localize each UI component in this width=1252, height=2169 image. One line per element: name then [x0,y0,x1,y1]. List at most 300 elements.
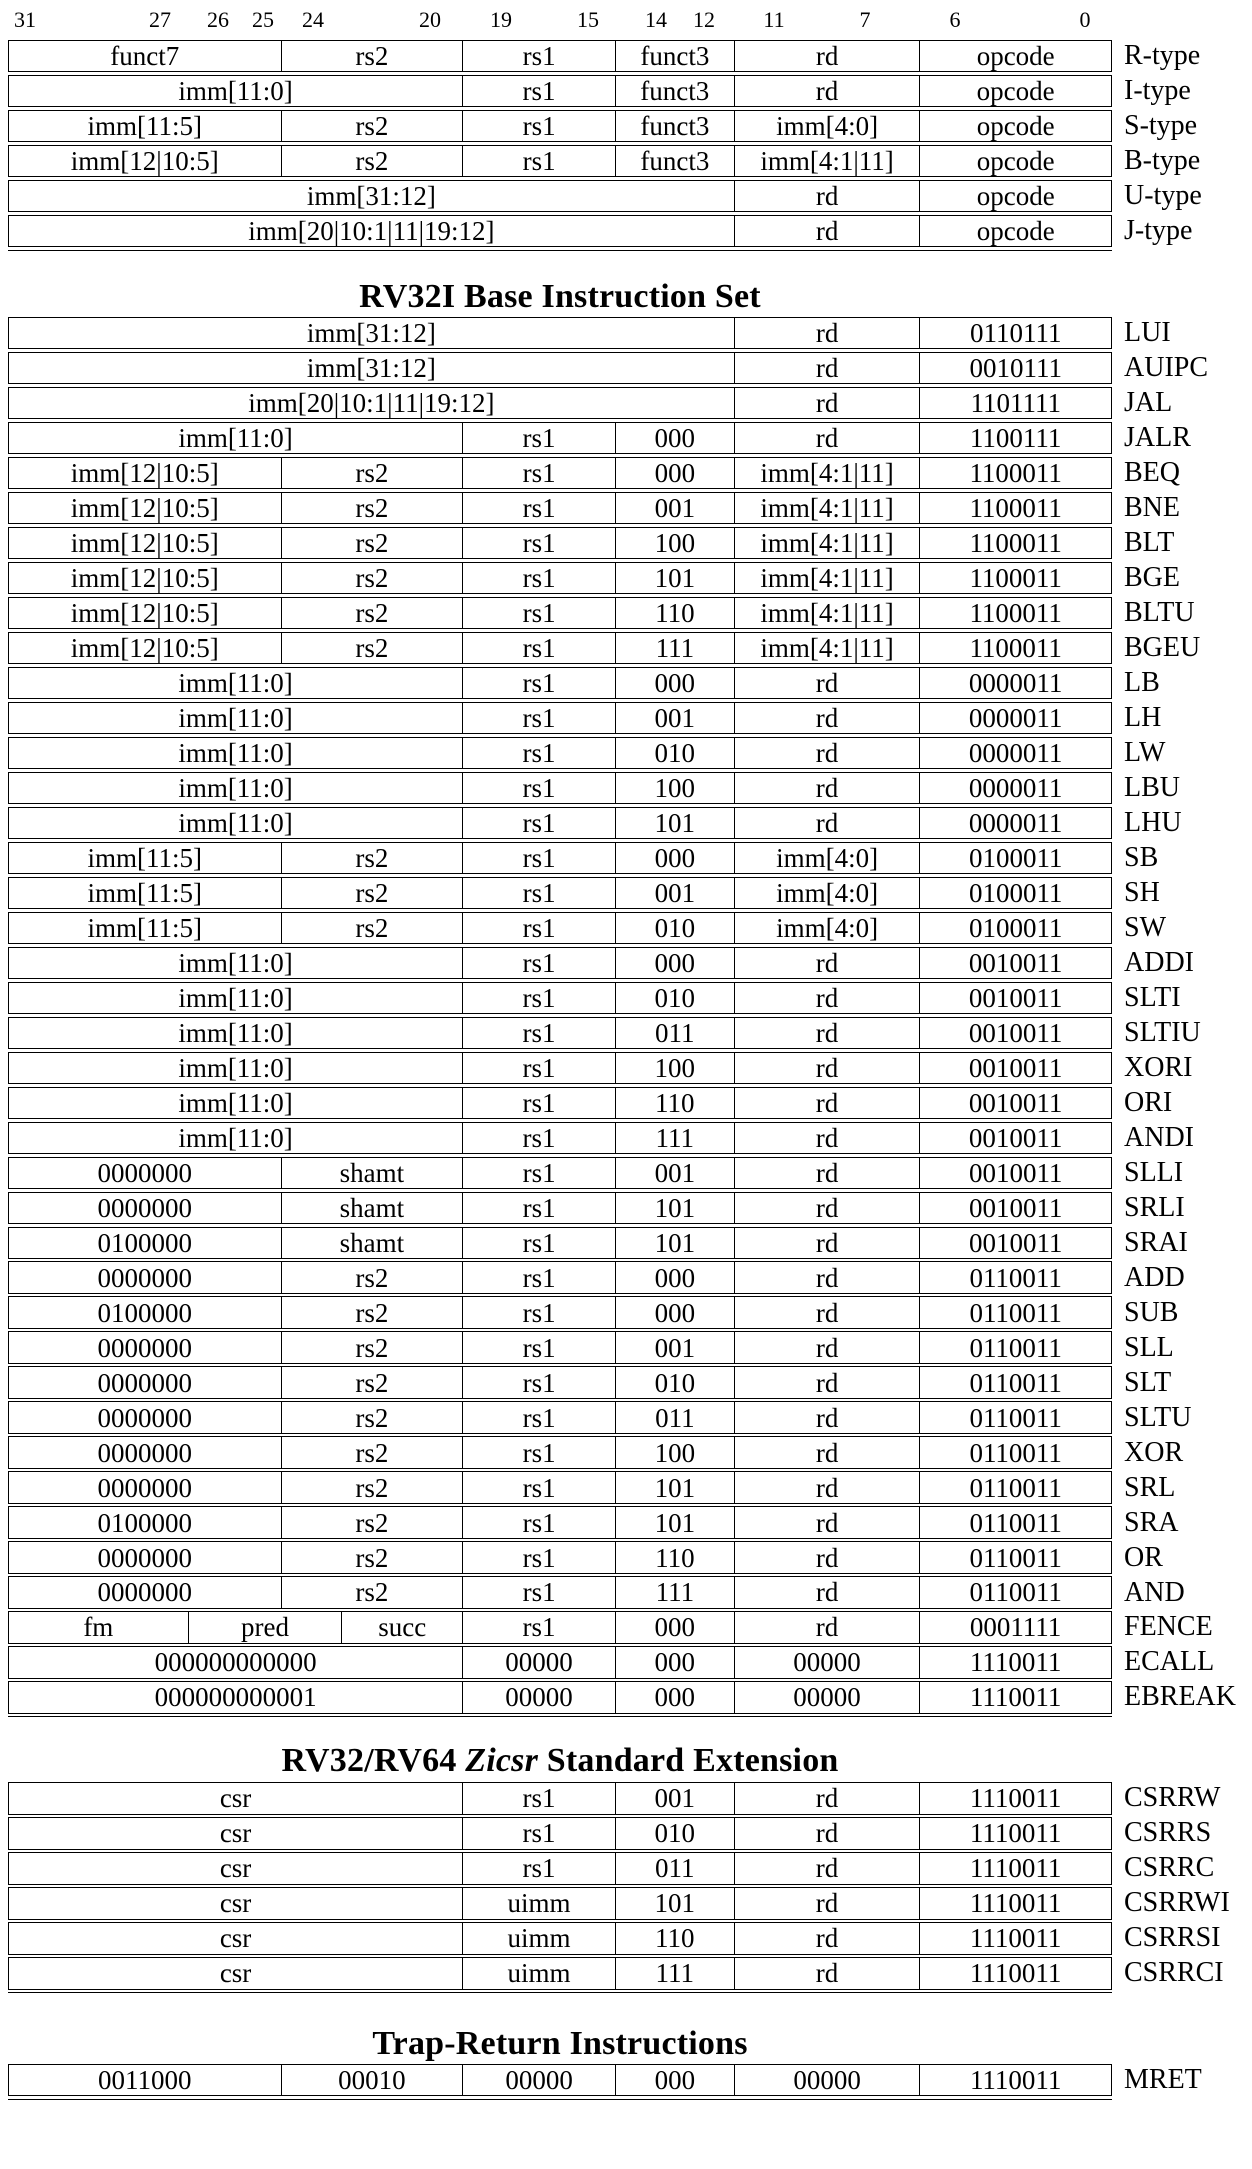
field-cell-rd: rd [735,181,921,211]
field-cell-f3: 000 [616,843,735,873]
field-cell-f7: imm[12|10:5] [9,598,282,628]
field-cell-rd: 00000 [735,2065,921,2095]
field-cell-op: 0000011 [968,807,1063,838]
row-label: SLTU [1124,1401,1192,1433]
field-cell-f7: imm[12|10:5] [9,528,282,558]
bit-label-12: 12 [693,7,715,32]
field-cell-rd: rd [735,1958,921,1988]
row-label: ADDI [1124,946,1194,978]
row-label: BGE [1124,561,1180,593]
field-cell-f3: 011 [616,1018,735,1048]
field-cell-i12: csr [9,1818,463,1848]
field-cell-op: 1110011 [969,1853,1062,1884]
field-cell-i20: imm[31:12] [9,353,735,383]
instruction-row-lbu [8,771,1180,804]
row-label: ADD [1124,1261,1185,1293]
field-cell-f3: 110 [616,1542,735,1572]
field-cell-f7: imm[11:5] [9,111,282,141]
instruction-row-beq [8,457,1180,489]
field-cell-rs1: rs1 [463,41,616,71]
zicsr-table [8,1782,1230,1993]
field-cell-rs1: rs1 [463,703,616,733]
row-label: SRA [1124,1506,1179,1538]
field-cell-op: 0010011 [968,1192,1063,1223]
instruction-row-sh [8,876,1160,909]
field-cell-rs2: rs2 [282,528,464,558]
field-cell-rs1: rs1 [463,146,616,176]
field-cell-rs1: rs1 [463,1507,616,1537]
field-cell-f7: 0100000 [9,1507,282,1537]
field-cell-rs2: rs2 [282,598,464,628]
field-cell-op: opcode [976,181,1055,212]
row-label: BGEU [1124,631,1201,663]
field-cell-f7: 0000000 [9,1472,282,1502]
instruction-row-slt [8,1366,1172,1398]
title-text: RV32I Base Instruction Set [359,277,761,315]
field-cell-i12: 000000000000 [9,1647,463,1677]
rv32i-table-title [8,277,1112,317]
field-cell-rd: rd [735,948,921,978]
field-cell-f7: 0000000 [9,1577,282,1607]
instruction-row-csrrsi [8,1922,1221,1954]
field-cell-op: 0110011 [969,1472,1062,1503]
field-cell-op: 1110011 [969,1783,1062,1814]
instruction-row-u-type [8,180,1202,212]
field-cell-op: 0010011 [968,1157,1063,1188]
row-label: SRL [1124,1471,1176,1503]
field-cell-op: 0000011 [968,667,1063,698]
instruction-row-csrrw [8,1782,1221,1814]
field-cell-f3: funct3 [616,76,735,106]
instruction-row-auipc [8,352,1209,384]
field-cell-i20: imm[31:12] [9,318,735,348]
field-cell-f7: 0000000 [9,1437,282,1467]
field-cell-rs1: rs1 [463,738,616,768]
field-cell-rd: rd [735,983,921,1013]
field-cell-op: 1101111 [970,388,1061,419]
row-label: SLL [1124,1331,1174,1363]
row-label: I-type [1124,75,1191,107]
field-cell-f3: 100 [616,773,735,803]
instruction-row-slli [8,1156,1184,1189]
field-cell-f7: 0000000 [9,1193,282,1223]
field-cell-rd: rd [735,1297,921,1327]
field-cell-f3: 001 [616,878,735,908]
field-cell-rs2: rs2 [282,458,464,488]
field-cell-i12: csr [9,1783,463,1813]
field-cell-rd: rd [735,1612,921,1642]
trap-table [8,2064,1202,2100]
instruction-row-csrrwi [8,1887,1230,1919]
field-cell-rd: 00000 [735,1647,921,1677]
field-cell-rd: rd [735,388,921,418]
field-cell-f3: 010 [616,738,735,768]
field-cell-rd: imm[4:1|11] [735,493,921,523]
row-label: LW [1124,736,1166,768]
field-cell-rs1: rs1 [463,458,616,488]
field-cell-rs1: rs1 [463,528,616,558]
field-cell-op: 0100011 [968,912,1063,943]
row-label: JAL [1124,387,1173,419]
field-cell-f3: 101 [616,808,735,838]
field-cell-f3: 000 [616,1647,735,1677]
field-cell-rs2: rs2 [282,111,464,141]
row-label: SUB [1124,1296,1179,1328]
field-cell-f3: 011 [616,1402,735,1432]
field-cell-rd: imm[4:1|11] [735,633,921,663]
field-cell-f3: 011 [616,1853,735,1883]
field-cell-f3: 000 [616,2065,735,2095]
instruction-row-fence [8,1611,1213,1643]
field-cell-f7: 0000000 [9,1402,282,1432]
field-cell-rd: rd [735,1262,921,1292]
field-cell-rs1: rs1 [463,1053,616,1083]
field-cell-f3: 001 [616,703,735,733]
row-label: U-type [1124,180,1202,212]
instruction-row-jalr [8,422,1191,454]
field-cell-f3: 000 [616,668,735,698]
row-label: SLLI [1124,1156,1184,1188]
row-label: S-type [1124,110,1198,142]
row-label: FENCE [1124,1611,1213,1643]
field-cell-op: 0010011 [968,1017,1063,1048]
field-cell-fm: fm [9,1612,189,1642]
instruction-row-b-type [8,145,1201,177]
instruction-row-bltu [8,596,1195,629]
row-label: BNE [1124,491,1180,523]
field-cell-i12: imm[11:0] [9,1018,463,1048]
field-cell-rs2: rs2 [282,1437,464,1467]
field-cell-i12: imm[11:0] [9,1123,463,1153]
instruction-row-xor [8,1436,1184,1468]
field-cell-f3: 111 [616,1577,735,1607]
instruction-row-lb [8,666,1160,699]
field-cell-rd: rd [735,353,921,383]
field-cell-i12: imm[11:0] [9,773,463,803]
field-cell-f3: 100 [616,1053,735,1083]
field-cell-rd: imm[4:1|11] [735,598,921,628]
field-cell-i12: imm[11:0] [9,1088,463,1118]
field-cell-op: opcode [976,216,1055,247]
field-cell-rs1: 00000 [463,1647,616,1677]
field-cell-op: 0110011 [969,1297,1062,1328]
field-cell-op: 0110011 [969,1542,1062,1573]
format-table [8,40,1202,251]
row-label: OR [1124,1541,1163,1573]
field-cell-rd: rd [735,41,921,71]
field-cell-rd: rd [735,1507,921,1537]
field-cell-rs1: rs1 [463,563,616,593]
field-cell-rd: imm[4:1|11] [735,146,921,176]
field-cell-rd: rd [735,738,921,768]
field-cell-rd: imm[4:1|11] [735,528,921,558]
field-cell-f3: 111 [616,633,735,663]
field-cell-rs1: rs1 [463,76,616,106]
bit-label-15: 15 [577,7,599,32]
field-cell-f7: 0000000 [9,1158,282,1188]
title-text: Standard Extension [538,1742,839,1780]
field-cell-rs1: rs1 [463,633,616,663]
field-cell-op: 0110011 [969,1332,1062,1363]
field-cell-op: 1110011 [969,1923,1062,1954]
field-cell-rd: rd [735,1158,921,1188]
field-cell-rs1: rs1 [463,668,616,698]
field-cell-f3: 010 [616,1818,735,1848]
field-cell-rd: rd [735,1088,921,1118]
field-cell-rs1: rs1 [463,1577,616,1607]
instruction-row-jal [8,387,1173,419]
field-cell-op: 0110011 [969,1262,1062,1293]
field-cell-rs1: rs1 [463,1297,616,1327]
row-label: ORI [1124,1086,1173,1118]
bit-label-26: 26 [207,7,229,32]
trap-table-title [8,2024,1112,2064]
field-cell-rd: imm[4:0] [735,913,921,943]
field-cell-rs1: rs1 [463,1158,616,1188]
field-cell-rd: rd [735,1437,921,1467]
field-cell-f7: 0000000 [9,1332,282,1362]
instruction-row-r-type [8,40,1201,72]
field-cell-rd: rd [735,1193,921,1223]
instruction-row-csrrci [8,1957,1224,1989]
instruction-row-srai [8,1226,1188,1259]
row-label: BEQ [1124,457,1180,488]
field-cell-rs1: rs1 [463,808,616,838]
bit-label-20: 20 [419,7,441,32]
field-cell-i20: imm[20|10:1|11|19:12] [9,216,735,246]
field-cell-op: 0110011 [969,1437,1062,1468]
field-cell-rd: rd [735,1853,921,1883]
field-cell-rs1: rs1 [463,843,616,873]
bit-label-7: 7 [859,7,871,32]
field-cell-f7: 0011000 [9,2065,282,2095]
field-cell-rs1: 00000 [463,1682,616,1712]
field-cell-op: 0100011 [968,877,1063,908]
field-cell-rd: rd [735,668,921,698]
field-cell-rs2: rs2 [282,878,464,908]
instruction-row-slti [8,981,1181,1014]
row-label: CSRRC [1124,1852,1215,1884]
field-cell-f3: 000 [616,1297,735,1327]
field-cell-rd: rd [735,1228,921,1258]
field-cell-i12: imm[11:0] [9,423,463,453]
bit-label-31: 31 [14,7,36,32]
field-cell-op: 1100011 [969,562,1062,593]
field-cell-rs2: rs2 [282,1402,464,1432]
field-cell-f7: imm[12|10:5] [9,563,282,593]
title-text: RV32/RV64 [281,1742,466,1780]
field-cell-f7: 0000000 [9,1367,282,1397]
field-cell-rs1: 00000 [463,2065,616,2095]
field-cell-f7: 0100000 [9,1228,282,1258]
field-cell-i12: csr [9,1923,463,1953]
field-cell-i20: imm[20|10:1|11|19:12] [9,388,735,418]
instruction-row-lh [8,701,1162,734]
field-cell-rd: rd [735,76,921,106]
field-cell-op: 1110011 [969,1958,1062,1989]
field-cell-rs1: rs1 [463,1262,616,1292]
row-label: LHU [1124,806,1182,838]
field-cell-rd: imm[4:1|11] [735,458,921,488]
field-cell-f3: 100 [616,528,735,558]
field-cell-op: opcode [976,111,1055,142]
field-cell-rs1: rs1 [463,773,616,803]
row-label: J-type [1124,215,1193,247]
field-cell-rs2: rs2 [282,563,464,593]
field-cell-op: 0110011 [969,1402,1062,1433]
instruction-row-addi [8,946,1194,979]
field-cell-rs2: rs2 [282,913,464,943]
field-cell-i12: 000000000001 [9,1682,463,1712]
field-cell-rs1: uimm [463,1958,616,1988]
field-cell-rd: rd [735,1018,921,1048]
field-cell-f3: funct3 [616,146,735,176]
instruction-row-sltiu [8,1016,1201,1049]
field-cell-rs1: rs1 [463,1018,616,1048]
field-cell-rs1: rs1 [463,1193,616,1223]
field-cell-rs1: rs1 [463,878,616,908]
row-label: CSRRW [1124,1782,1221,1814]
field-cell-rd: rd [735,1577,921,1607]
row-label: XORI [1124,1051,1193,1083]
field-cell-f7: 0100000 [9,1297,282,1327]
field-cell-rd: imm[4:1|11] [735,563,921,593]
field-cell-op: 1110011 [969,1818,1062,1849]
field-cell-f7: funct7 [9,41,282,71]
field-cell-f3: 010 [616,1367,735,1397]
field-cell-op: 1100011 [969,597,1062,628]
field-cell-f3: funct3 [616,41,735,71]
row-label: XOR [1124,1436,1184,1468]
field-cell-rd: rd [735,1367,921,1397]
field-cell-f3: 001 [616,1783,735,1813]
instruction-row-sltu [8,1401,1192,1433]
field-cell-f7: imm[11:5] [9,843,282,873]
field-cell-rs2: rs2 [282,146,464,176]
content [8,0,1236,2100]
field-cell-rd: rd [735,703,921,733]
field-cell-rs1: rs1 [463,983,616,1013]
field-cell-pred: pred [189,1612,343,1642]
rv32i-table [8,317,1236,1717]
row-label: SRAI [1124,1226,1188,1258]
bit-label-0: 0 [1079,7,1091,32]
row-label: CSRRS [1124,1817,1212,1849]
field-cell-rs1: rs1 [463,1228,616,1258]
field-cell-rs2: rs2 [282,843,464,873]
field-cell-f3: funct3 [616,111,735,141]
instruction-row-srl [8,1471,1176,1503]
field-cell-i12: imm[11:0] [9,703,463,733]
bit-label-6: 6 [949,7,961,32]
field-cell-f3: 000 [616,1682,735,1712]
field-cell-rs1: rs1 [463,948,616,978]
field-cell-f3: 101 [616,1507,735,1537]
field-cell-rs1: rs1 [463,1612,616,1642]
field-cell-f7: 0000000 [9,1542,282,1572]
instruction-row-andi [8,1121,1194,1154]
instruction-row-sw [8,911,1166,944]
field-cell-op: 0110111 [969,318,1062,349]
instruction-row-bge [8,561,1180,594]
row-label: AND [1124,1576,1185,1608]
field-cell-rs1: uimm [463,1888,616,1918]
field-cell-rd: rd [735,318,921,348]
field-cell-f3: 001 [616,493,735,523]
field-cell-i12: imm[11:0] [9,808,463,838]
field-cell-op: 1110011 [969,1647,1062,1678]
field-cell-rs1: rs1 [463,1542,616,1572]
field-cell-i12: csr [9,1888,463,1918]
bit-label-11: 11 [763,7,785,32]
row-label: SLT [1124,1366,1172,1398]
instruction-row-ori [8,1086,1173,1119]
field-cell-op: 0010011 [968,1087,1063,1118]
row-label: SB [1124,841,1159,873]
field-cell-rs1: rs1 [463,1472,616,1502]
field-cell-i12: imm[11:0] [9,983,463,1013]
field-cell-op: 0010011 [968,947,1063,978]
instruction-row-blt [8,526,1175,559]
row-label: SLTI [1124,981,1181,1013]
field-cell-op: 0110011 [969,1577,1062,1608]
instruction-row-ecall [8,1646,1215,1678]
instruction-row-sra [8,1506,1179,1538]
field-cell-f3: 101 [616,1193,735,1223]
row-label: SW [1124,911,1166,943]
field-cell-rs2: rs2 [282,1507,464,1537]
field-cell-f3: 110 [616,598,735,628]
bit-label-24: 24 [302,7,324,32]
instruction-row-and [8,1576,1185,1608]
field-cell-rs2: shamt [282,1228,464,1258]
field-cell-f3: 000 [616,423,735,453]
field-cell-rd: rd [735,1783,921,1813]
row-label: CSRRCI [1124,1957,1224,1989]
field-cell-rs2: rs2 [282,1542,464,1572]
field-cell-f7: imm[12|10:5] [9,458,282,488]
row-label: EBREAK [1124,1681,1236,1713]
field-cell-i12: imm[11:0] [9,948,463,978]
field-cell-op: 0000011 [968,737,1063,768]
field-cell-f3: 000 [616,1612,735,1642]
field-cell-f3: 101 [616,1888,735,1918]
instruction-row-mret [8,2064,1202,2096]
row-label: SH [1124,876,1160,908]
field-cell-f7: imm[11:5] [9,878,282,908]
title-text: Zicsr [465,1742,539,1780]
field-cell-rd: rd [735,423,921,453]
field-cell-op: 1100011 [969,457,1062,488]
instruction-row-lhu [8,806,1182,839]
field-cell-rd: rd [735,216,921,246]
field-cell-op: 0110011 [969,1367,1062,1398]
field-cell-f7: 0000000 [9,1262,282,1292]
field-cell-op: opcode [976,41,1055,72]
field-cell-op: 0110011 [969,1507,1062,1538]
row-label: R-type [1124,40,1201,72]
row-label: JALR [1124,422,1191,454]
field-cell-op: 0100011 [968,842,1063,873]
field-cell-f3: 111 [616,1123,735,1153]
field-cell-f3: 101 [616,563,735,593]
field-cell-op: 1100011 [969,492,1062,523]
field-cell-op: 0001111 [969,1612,1062,1643]
instruction-row-i-type [8,75,1191,107]
title-text: Trap-Return Instructions [372,2025,748,2063]
instruction-row-s-type [8,110,1198,142]
field-cell-f7: imm[12|10:5] [9,146,282,176]
